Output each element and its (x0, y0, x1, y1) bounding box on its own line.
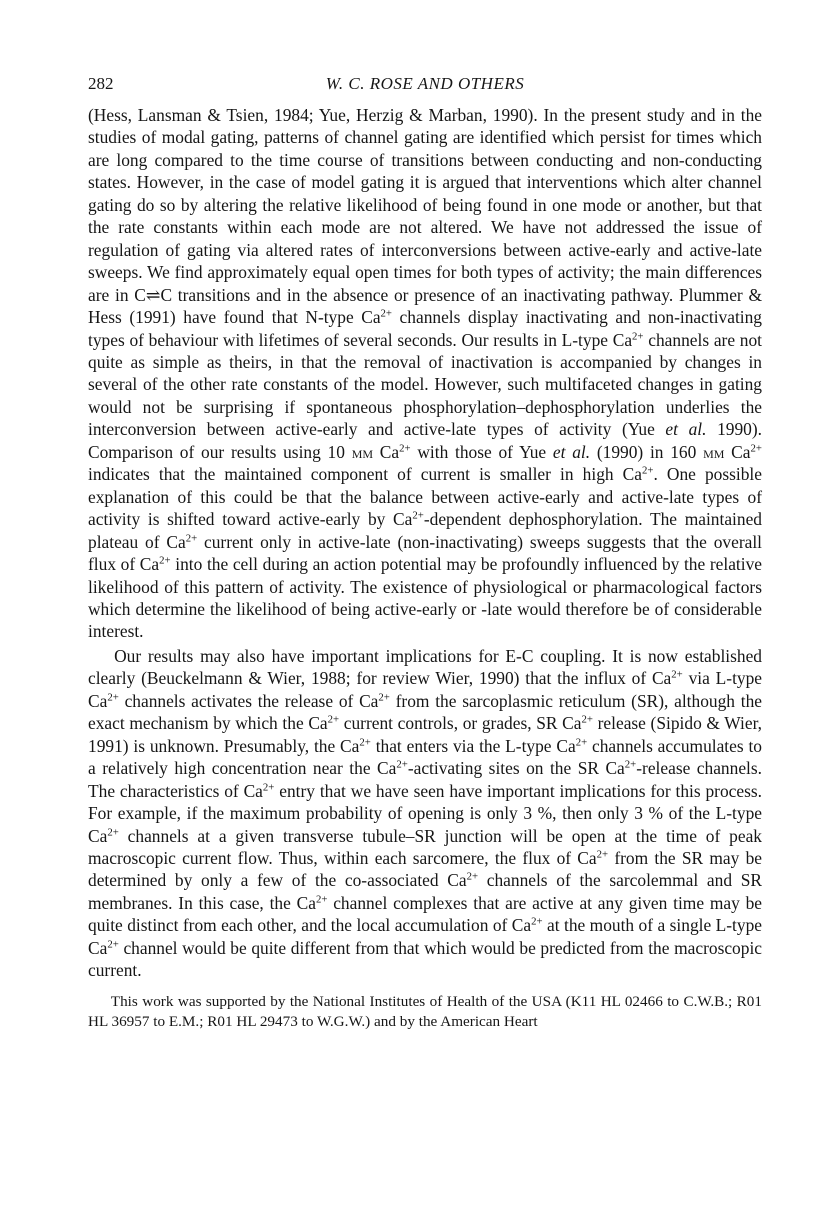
paper-page (88, 74, 762, 1032)
acknowledgements: This work was supported by the National Institutes of Health of the USA (K11 HL 02466 to C.W.B.; R01 HL 36957 to E.M.; R01 HL 29473 to W.G.W.) and by the American Heart (88, 992, 762, 1030)
equilibrium-arrow: ⇌ (145, 284, 161, 305)
running-head: W. C. ROSE AND OTHERS (325, 74, 525, 93)
paragraph-ec-coupling: Our results may also have important implications for E-C coupling. It is now established clearly (Beuckelmann & Wier, 1988; for review Wier, 1990) that the influx of $Ca^{2+}$ via L-type $Ca^{2+}$ channels activates the release of $Ca^{2+}$ from the sarcoplasmic reticulum (SR), although the exact mechanism by which the $Ca^{2+}$ current controls, or grades, SR $Ca^{2+}$ release (Sipido & Wier, 1991) is unknown. Presumably, the $Ca^{2+}$ that enters via the L-type $Ca^{2+}$ channels accumulates to a relatively high concentration near the $Ca^{2+}$-activating sites on the SR $Ca^{2+}$-release channels. The characteristics of $Ca^{2+}$ entry that we have seen have important implications for this process. For example, if the maximum probability of opening is only 3 %, then only 3 % of the L-type $Ca^{2+}$ channels at a given transverse tubule–SR junction will be open at the time of peak macroscopic current flow. Thus, within each sarcomere, the flux of $Ca^{2+}$ from the SR may be determined by only a few of the co-associated $Ca^{2+}$ channels of the sarcolemmal and SR membranes. In this case, the $Ca^{2+}$ channel complexes that are active at any given time may be quite distinct from each other, and the local accumulation of $Ca^{2+}$ at the mouth of a single L-type $Ca^{2+}$ channel would be quite different from that which would be predicted from the macroscopic current. (88, 645, 763, 981)
page-number: 282 (88, 74, 114, 93)
page-header (88, 74, 762, 100)
paragraph-discussion-gating: (Hess, Lansman & Tsien, 1984; Yue, Herzig & Marban, 1990). In the present study and in the studies of modal gating, patterns of channel gating are identified which persist for times which are long compared to the time course of transitions between conducting and non-conducting states. However, in the case of model gating it is argued that interventions which alter channel gating do so by altering the relative likelihood of being found in one mode or another, but that the rate constants within each mode are not altered. We have not addressed the issue of regulation of gating via altered rates of interconversions between active-early and active-late sweeps. We find approximately equal open times for both types of activity; the main differences are in C⇌C transitions and in the absence or presence of an inactivating pathway. Plummer & Hess (1991) have found that N-type $Ca^{2+}$ channels display inactivating and non-inactivating types of behaviour with lifetimes of several seconds. Our results in L-type $Ca^{2+}$ channels are not quite as simple as theirs, in that the removal of inactivation is accompanied by changes in several of the other rate constants of the model. However, such multifaceted changes in gating would not be surprising if spontaneous phosphorylation–dephosphorylation underlies the interconversion between active-early and active-late types of activity (Yue et al. 1990). Comparison of our results using 10 mm $Ca^{2+}$ with those of Yue et al. (1990) in 160 mm $Ca^{2+}$ indicates that the maintained component of current is smaller in high $Ca^{2+}$. One possible explanation of this could be that the balance between active-early and active-late types of activity is shifted toward active-early by $Ca^{2+}$-dependent dephosphorylation. The maintained plateau of $Ca^{2+}$ current only in active-late (non-inactivating) sweeps suggests that the overall flux of $Ca^{2+}$ into the cell during an action potential may be profoundly influenced by the relative likelihood of this pattern of activity. The existence of physiological or pharmacological factors which determine the likelihood of being active-early or -late would therefore be of considerable interest. (88, 105, 763, 642)
